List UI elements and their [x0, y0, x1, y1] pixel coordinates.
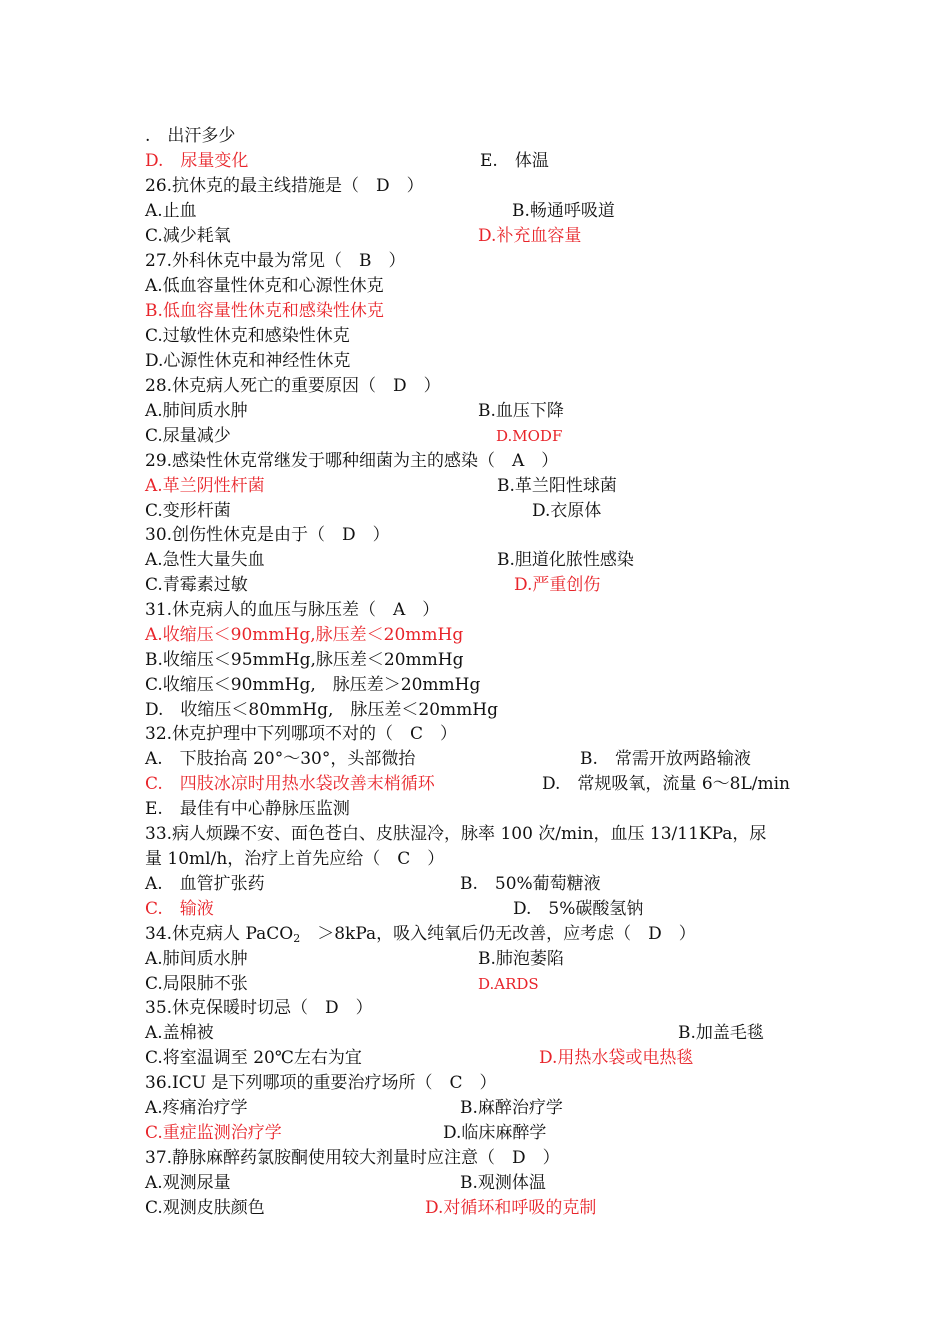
- question-31-stem: 31.休克病人的血压与脉压差（ A ）: [145, 600, 440, 620]
- q33-option-c-answer: C. 输液: [145, 899, 214, 919]
- q34-stem-post: ＞8kPa，吸入纯氧后仍无改善，应考虑（ D ）: [300, 924, 696, 944]
- q31-option-d: D. 收缩压＜80mmHg, 脉压差＜20mmHg: [145, 700, 498, 720]
- option-e-prev: E. 体温: [480, 151, 549, 171]
- q35-option-b: B.加盖毛毯: [678, 1023, 764, 1043]
- q26-option-d-answer: D.补充血容量: [478, 226, 582, 246]
- q35-option-d-answer: D.用热水袋或电热毯: [539, 1048, 694, 1068]
- q28-option-d-answer: D.MODF: [496, 427, 563, 445]
- q29-option-c: C.变形杆菌: [145, 501, 231, 521]
- q34-stem-subscript: 2: [293, 932, 301, 945]
- q34-option-c: C.局限肺不张: [145, 974, 248, 994]
- question-29-stem: 29.感染性休克常继发于哪种细菌为主的感染（ A ）: [145, 451, 559, 471]
- q28-option-b: B.血压下降: [478, 401, 564, 421]
- q30-option-d-answer: D.严重创伤: [514, 575, 601, 595]
- q30-option-c: C.青霉素过敏: [145, 575, 248, 595]
- question-30-stem: 30.创伤性休克是由于（ D ）: [145, 525, 390, 545]
- question-32-stem: 32.休克护理中下列哪项不对的（ C ）: [145, 724, 458, 744]
- q37-option-d-answer: D.对循环和呼吸的克制: [425, 1198, 597, 1218]
- q34-option-d-answer: D.ARDS: [478, 975, 539, 993]
- q31-option-c: C.收缩压＜90mmHg, 脉压差＞20mmHg: [145, 675, 481, 695]
- q27-option-c: C.过敏性休克和感染性休克: [145, 326, 350, 346]
- q32-option-e: E. 最佳有中心静脉压监测: [145, 799, 350, 819]
- q28-option-c: C.尿量减少: [145, 426, 231, 446]
- q29-option-d: D.衣原体: [532, 501, 602, 521]
- question-28-stem: 28.休克病人死亡的重要原因（ D ）: [145, 376, 441, 396]
- question-37-stem: 37.静脉麻醉药氯胺酮使用较大剂量时应注意（ D ）: [145, 1148, 560, 1168]
- q34-stem-pre: 34.休克病人 PaCO: [145, 924, 294, 944]
- q37-option-b: B.观测体温: [460, 1173, 546, 1193]
- q32-option-a: A. 下肢抬高 20°～30°，头部微抬: [145, 749, 416, 769]
- q34-option-b: B.肺泡萎陷: [478, 949, 564, 969]
- q26-option-c: C.减少耗氧: [145, 226, 231, 246]
- option-d-prev-answer: D. 尿量变化: [145, 151, 249, 171]
- q37-option-a: A.观测尿量: [145, 1173, 231, 1193]
- q36-option-b: B.麻醉治疗学: [460, 1098, 563, 1118]
- question-27-stem: 27.外科休克中最为常见（ B ）: [145, 251, 406, 271]
- q31-option-a-answer: A.收缩压＜90mmHg,脉压差＜20mmHg: [145, 625, 464, 645]
- q26-option-b: B.畅通呼吸道: [512, 201, 615, 221]
- q36-option-a: A.疼痛治疗学: [145, 1098, 248, 1118]
- option-c-prev: . 出汗多少: [145, 126, 236, 146]
- question-36-stem: 36.ICU 是下列哪项的重要治疗场所（ C ）: [145, 1073, 497, 1093]
- q27-option-d: D.心源性休克和神经性休克: [145, 351, 351, 371]
- q28-option-a: A.肺间质水肿: [145, 401, 248, 421]
- q30-option-b: B.胆道化脓性感染: [497, 550, 634, 570]
- q27-option-b-answer: B.低血容量性休克和感染性休克: [145, 301, 384, 321]
- q33-option-b: B. 50%葡萄糖液: [460, 874, 601, 894]
- q37-option-c: C.观测皮肤颜色: [145, 1198, 265, 1218]
- q32-option-d: D. 常规吸氧，流量 6～8L/min: [542, 774, 790, 794]
- q29-option-a-answer: A.革兰阴性杆菌: [145, 476, 265, 496]
- q32-option-c-answer: C. 四肢冰凉时用热水袋改善末梢循环: [145, 774, 435, 794]
- q34-option-a: A.肺间质水肿: [145, 949, 248, 969]
- q33-option-d: D. 5%碳酸氢钠: [513, 899, 644, 919]
- q31-option-b: B.收缩压＜95mmHg,脉压差＜20mmHg: [145, 650, 464, 670]
- q33-option-a: A. 血管扩张药: [145, 874, 265, 894]
- q29-option-b: B.革兰阳性球菌: [497, 476, 617, 496]
- question-35-stem: 35.休克保暖时切忌（ D ）: [145, 998, 373, 1018]
- question-33-stem-line2: 量 10ml/h，治疗上首先应给（ C ）: [145, 849, 445, 869]
- q35-option-a: A.盖棉被: [145, 1023, 214, 1043]
- q27-option-a: A.低血容量性休克和心源性休克: [145, 276, 384, 296]
- q36-option-d: D.临床麻醉学: [443, 1123, 547, 1143]
- q26-option-a: A.止血: [145, 201, 197, 221]
- q36-option-c-answer: C.重症监测治疗学: [145, 1123, 282, 1143]
- question-26-stem: 26.抗休克的最主线措施是（ D ）: [145, 176, 424, 196]
- q35-option-c: C.将室温调至 20℃左右为宜: [145, 1048, 362, 1068]
- question-33-stem-line1: 33.病人烦躁不安、面色苍白、皮肤湿冷，脉率 100 次/min，血压 13/11KPa，尿: [145, 824, 767, 844]
- q30-option-a: A.急性大量失血: [145, 550, 265, 570]
- q32-option-b: B. 常需开放两路输液: [580, 749, 751, 769]
